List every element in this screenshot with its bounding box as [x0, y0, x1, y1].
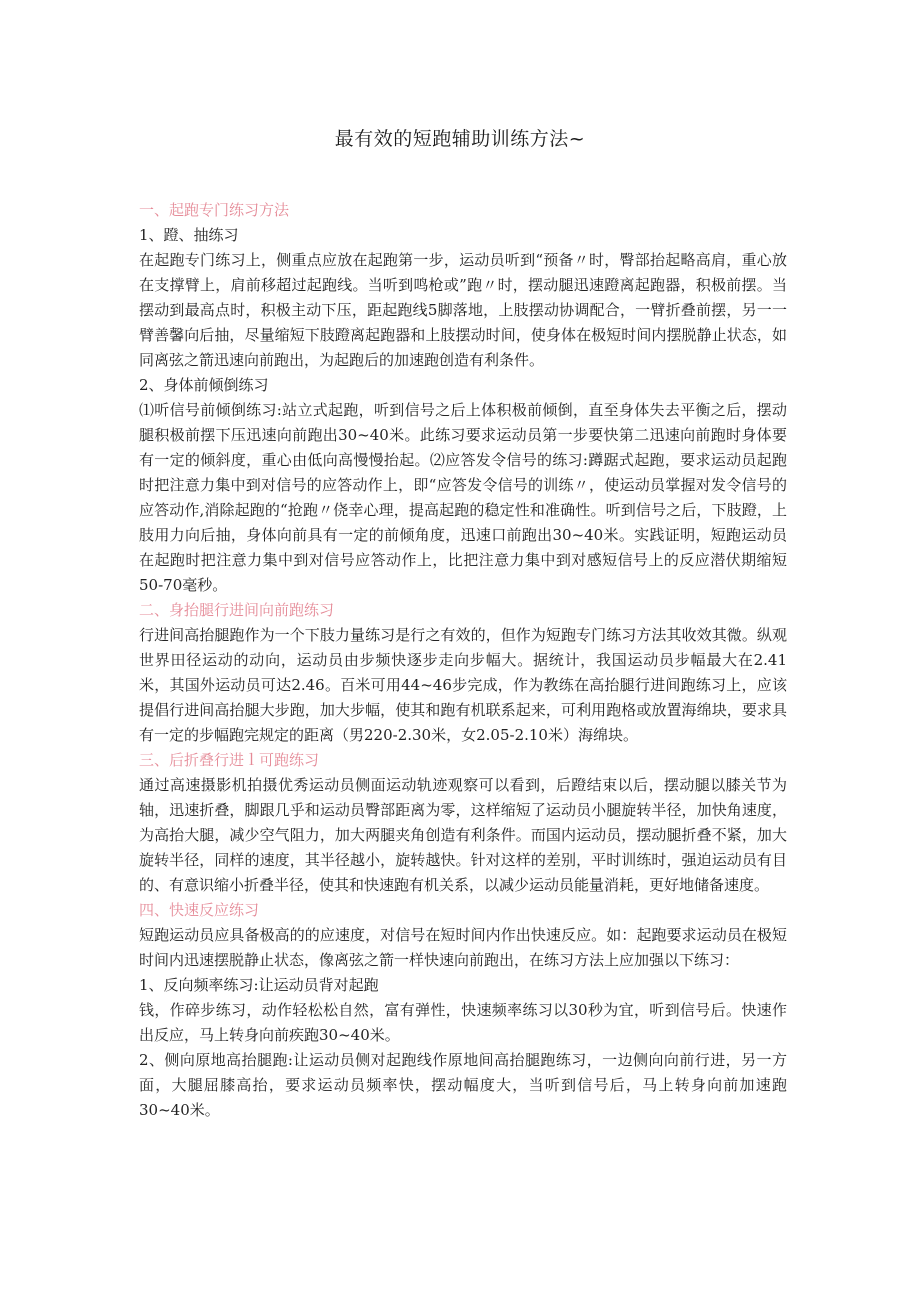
- paragraph-high-knee: 行进间高抬腿跑作为一个下肢力量练习是行之有效的，但作为短跑专门练习方法其收效其微。纵观世界田径运动的动向，运动员由步频快逐步走向步幅大。据统计，我国运动员步幅最大在2.41米，其国外运动员可达2.46。百米可用44~46步完成，作为教练在高抬腿行进间跑练习上，应该提倡行进间高抬腿大步跑，加大步幅，使其和跑有机联系起来，可利用跑格或放置海绵块，要求具有一定的步幅跑完规定的距离（男220-2.30米，女2.05-2.10米）海绵块。: [139, 626, 787, 744]
- subheading-forward-lean: 2、身体前倾倒练习: [139, 376, 269, 394]
- section-heading-start-practice: 一、起跑专门练习方法: [139, 201, 290, 219]
- subheading-push-pull: 1、蹬、抽练习: [139, 226, 239, 244]
- section-heading-back-fold: 三、后折叠行进ｌ可跑练习: [139, 751, 320, 769]
- paragraph-reverse-frequency: 钱，作碎步练习，动作轻松松自然，富有弹性，快速频率练习以30秒为宜，听到信号后。快速作出反应，马上转身向前疾跑30~40米。: [139, 1001, 787, 1044]
- paragraph-forward-lean: ⑴听信号前倾倒练习:站立式起跑，听到信号之后上体积极前倾倒，直至身体失去平衡之后，摆动腿积极前摆下压迅速向前跑出30~40米。此练习要求运动员第一步要快第二迅速向前跑时身体要有一定的倾斜度，重心由低向高慢慢抬起。⑵应答发令信号的练习:蹲踞式起跑，要求运动员起跑时把注意力集中到对信号的应答动作上，即“应答发令信号的训练〃，使运动员掌握对发令信号的应答动作,消除起跑的“抢跑〃侥幸心理，提高起跑的稳定性和准确性。听到信号之后，下肢蹬，上肢用力向后抽，身体向前具有一定的前倾角度，迅速口前跑出30~40米。实践证明，短跑运动员在起跑时把注意力集中到对信号应答动作上，比把注意力集中到对感短信号上的反应潜伏期缩短50-70毫秒。: [139, 401, 787, 594]
- paragraph-reaction: 短跑运动员应具备极高的的应速度，对信号在短时间内作出快速反应。如：起跑要求运动员在极短时间内迅速摆脱静止状态，像离弦之箭一样快速向前跑出，在练习方法上应加强以下练习：: [139, 926, 787, 969]
- paragraph-back-fold: 通过高速摄影机拍摄优秀运动员侧面运动轨迹观察可以看到，后蹬结束以后，摆动腿以膝关节为轴，迅速折叠，脚跟几乎和运动员臀部距离为零，这样缩短了运动员小腿旋转半径，加快角速度，为高抬大腿，减少空气阻力，加大两腿夹角创造有利条件。而国内运动员，摆动腿折叠不紧，加大旋转半径，同样的速度，其半径越小，旋转越快。针对这样的差别，平时训练时，强迫运动员有目的、有意识缩小折叠半径，使其和快速跑有机关系，以减少运动员能量消耗，更好地储备速度。: [139, 776, 787, 894]
- section-heading-high-knee: 二、身抬腿行进间向前跑练习: [139, 601, 335, 619]
- subheading-reverse-frequency: 1、反向频率练习:让运动员背对起跑: [139, 976, 379, 994]
- paragraph-start-first-step: 在起跑专门练习上，侧重点应放在起跑第一步，运动员听到“预备〃时，臀部抬起略高肩，重心放在支撑臂上，肩前移超过起跑线。当听到鸣枪或”跑〃时，摆动腿迅速蹬离起跑器，积极前摆。当摆动到最高点时，积极主动下压，距起跑线5脚落地，上肢摆动协调配合，一臂折叠前摆，另一一臂善馨向后抽，尽量缩短下肢蹬离起跑器和上肢摆动时间，使身体在极短时间内摆脱静止状态，如同离弦之箭迅速向前跑出，为起跑后的加速跑创造有利条件。: [139, 251, 787, 369]
- paragraph-side-high-knee: 2、侧向原地高抬腿跑:让运动员侧对起跑线作原地间高抬腿跑练习，一边侧向向前行进，另一方面，大腿屈膝高抬，要求运动员频率快，摆动幅度大，当听到信号后，马上转身向前加速跑30~40米。: [139, 1051, 787, 1119]
- document-title: 最有效的短跑辅助训练方法~: [334, 128, 586, 150]
- section-heading-reaction: 四、快速反应练习: [139, 901, 260, 919]
- document-body: [139, 198, 787, 1123]
